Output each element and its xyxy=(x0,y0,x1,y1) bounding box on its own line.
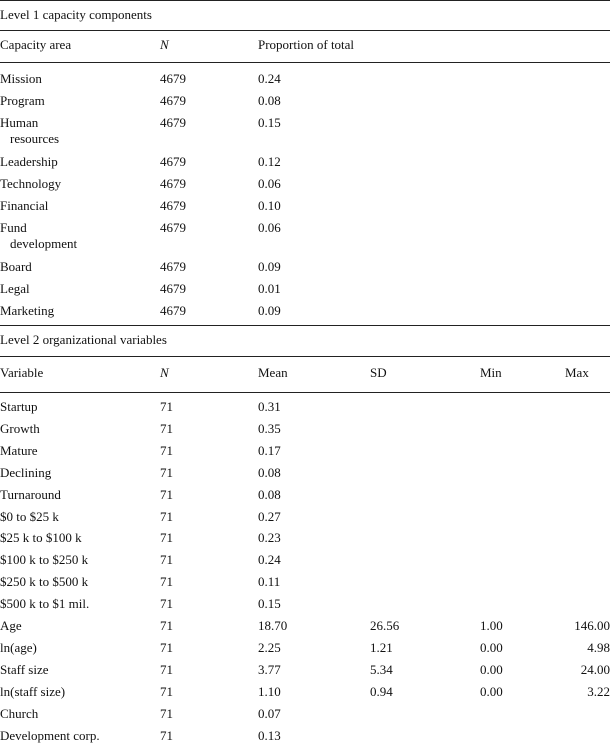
variable-cell: Turnaround xyxy=(0,486,61,502)
top-rule xyxy=(0,0,610,1)
capacity-n-cell: 4679 xyxy=(160,281,186,296)
capacity-n-cell: 4679 xyxy=(160,93,186,108)
capacity-area-line: Human xyxy=(0,115,39,130)
variable-cell: Age xyxy=(0,618,22,633)
capacity-area-cell: Mission xyxy=(0,71,42,86)
variable-mean-cell: 0.11 xyxy=(258,574,281,590)
capacity-n-cell: 4679 xyxy=(160,303,186,318)
variable-n-cell: 71 xyxy=(160,618,173,633)
variable-n-cell: 71 xyxy=(160,727,173,743)
variable-cell: $100 k to $250 k xyxy=(0,552,89,568)
variable-mean-cell: 0.35 xyxy=(258,420,281,436)
capacity-proportion-cell: 0.10 xyxy=(258,198,281,213)
capacity-area-cell: Leadership xyxy=(0,154,58,169)
section2-header-n: N xyxy=(160,365,169,380)
variable-mean-cell: 0.08 xyxy=(258,464,281,480)
capacity-area-cell xyxy=(0,220,120,252)
capacity-proportion-cell: 0.06 xyxy=(258,220,281,235)
variable-cell: $250 k to $500 k xyxy=(0,574,89,590)
capacity-proportion-cell: 0.01 xyxy=(258,281,281,296)
section2-header-max: Max xyxy=(565,365,589,380)
variable-cell: $25 k to $100 k xyxy=(0,530,82,546)
variable-cell: Growth xyxy=(0,420,40,436)
section2-header-sd: SD xyxy=(370,365,387,380)
capacity-proportion-cell: 0.24 xyxy=(258,71,281,86)
variable-mean-cell: 0.13 xyxy=(258,727,281,743)
variable-max-cell: 24.00 xyxy=(580,661,610,677)
variable-cell: Church xyxy=(0,705,39,721)
section2-header-mean: Mean xyxy=(258,365,288,380)
variable-mean-cell: 3.77 xyxy=(258,661,281,677)
variable-mean-cell: 0.17 xyxy=(258,442,281,458)
section1-title-rule xyxy=(0,30,610,31)
variable-cell: ln(staff size) xyxy=(0,683,66,699)
capacity-proportion-cell: 0.15 xyxy=(258,115,281,130)
capacity-area-cell: Marketing xyxy=(0,303,55,318)
variable-min-cell: 0.00 xyxy=(480,661,503,677)
variable-mean-cell: 2.25 xyxy=(258,639,281,655)
variable-mean-cell: 1.10 xyxy=(258,683,281,699)
variable-n-cell: 71 xyxy=(160,552,173,568)
capacity-area-cell xyxy=(0,115,120,147)
capacity-n-cell: 4679 xyxy=(160,154,186,169)
section1-header-rule xyxy=(0,62,610,63)
capacity-proportion-cell: 0.09 xyxy=(258,303,281,318)
variable-cell: $500 k to $1 mil. xyxy=(0,596,90,612)
variable-n-cell: 71 xyxy=(160,683,173,699)
capacity-area-cell: Board xyxy=(0,259,32,274)
variable-n-cell: 71 xyxy=(160,464,173,480)
section2-header-min: Min xyxy=(480,365,502,380)
variable-n-cell: 71 xyxy=(160,442,173,458)
variable-cell: Declining xyxy=(0,464,52,480)
variable-n-cell: 71 xyxy=(160,705,173,721)
section1-header-capacity-area: Capacity area xyxy=(0,37,72,52)
variable-min-cell: 0.00 xyxy=(480,639,503,655)
variable-n-cell: 71 xyxy=(160,596,173,612)
capacity-n-cell: 4679 xyxy=(160,71,186,86)
variable-sd-cell: 5.34 xyxy=(370,661,393,677)
variable-cell: Mature xyxy=(0,442,38,458)
section2-title: Level 2 organizational variables xyxy=(0,332,167,347)
variable-cell: Development corp. xyxy=(0,727,100,743)
section1-header-proportion: Proportion of total xyxy=(258,37,355,52)
capacity-area-line: resources xyxy=(10,131,60,146)
variable-sd-cell: 0.94 xyxy=(370,683,393,699)
section1-bottom-rule xyxy=(0,325,610,326)
variable-mean-cell: 0.07 xyxy=(258,705,281,721)
capacity-proportion-cell: 0.08 xyxy=(258,93,281,108)
section1-title: Level 1 capacity components xyxy=(0,7,152,22)
variable-max-cell: 146.00 xyxy=(574,618,610,633)
variable-cell: Staff size xyxy=(0,661,49,677)
capacity-n-cell: 4679 xyxy=(160,198,186,213)
variable-mean-cell: 0.24 xyxy=(258,552,281,568)
capacity-proportion-cell: 0.12 xyxy=(258,154,281,169)
variable-sd-cell: 1.21 xyxy=(370,639,393,655)
variable-min-cell: 0.00 xyxy=(480,683,503,699)
capacity-area-line: Fund xyxy=(0,220,27,235)
variable-max-cell: 4.98 xyxy=(587,639,610,655)
variable-mean-cell: 0.23 xyxy=(258,530,281,546)
section1-header-n: N xyxy=(160,37,169,52)
variable-n-cell: 71 xyxy=(160,508,173,524)
capacity-n-cell: 4679 xyxy=(160,176,186,191)
variable-mean-cell: 0.31 xyxy=(258,399,281,414)
variable-mean-cell: 0.27 xyxy=(258,508,281,524)
variable-cell: $0 to $25 k xyxy=(0,508,59,524)
variable-n-cell: 71 xyxy=(160,486,173,502)
variable-n-cell: 71 xyxy=(160,420,173,436)
variable-n-cell: 71 xyxy=(160,530,173,546)
variable-mean-cell: 0.08 xyxy=(258,486,281,502)
capacity-area-cell: Financial xyxy=(0,198,49,213)
capacity-proportion-cell: 0.06 xyxy=(258,176,281,191)
variable-n-cell: 71 xyxy=(160,574,173,590)
capacity-area-cell: Technology xyxy=(0,176,62,191)
capacity-n-cell: 4679 xyxy=(160,115,186,130)
section2-header-variable: Variable xyxy=(0,365,44,380)
section2-header-rule xyxy=(0,392,610,393)
variable-n-cell: 71 xyxy=(160,639,173,655)
capacity-area-cell: Program xyxy=(0,93,45,108)
variable-cell: Startup xyxy=(0,399,38,414)
variable-max-cell: 3.22 xyxy=(587,683,610,699)
variable-cell: ln(age) xyxy=(0,639,37,655)
variable-sd-cell: 26.56 xyxy=(370,618,400,633)
variable-n-cell: 71 xyxy=(160,399,173,414)
variable-mean-cell: 18.70 xyxy=(258,618,288,633)
capacity-n-cell: 4679 xyxy=(160,220,186,235)
variable-min-cell: 1.00 xyxy=(480,618,503,633)
capacity-area-cell: Legal xyxy=(0,281,30,296)
variable-n-cell: 71 xyxy=(160,661,173,677)
variable-mean-cell: 0.15 xyxy=(258,596,281,612)
capacity-area-line: development xyxy=(10,236,78,251)
section2-title-rule xyxy=(0,356,610,357)
capacity-n-cell: 4679 xyxy=(160,259,186,274)
capacity-proportion-cell: 0.09 xyxy=(258,259,281,274)
